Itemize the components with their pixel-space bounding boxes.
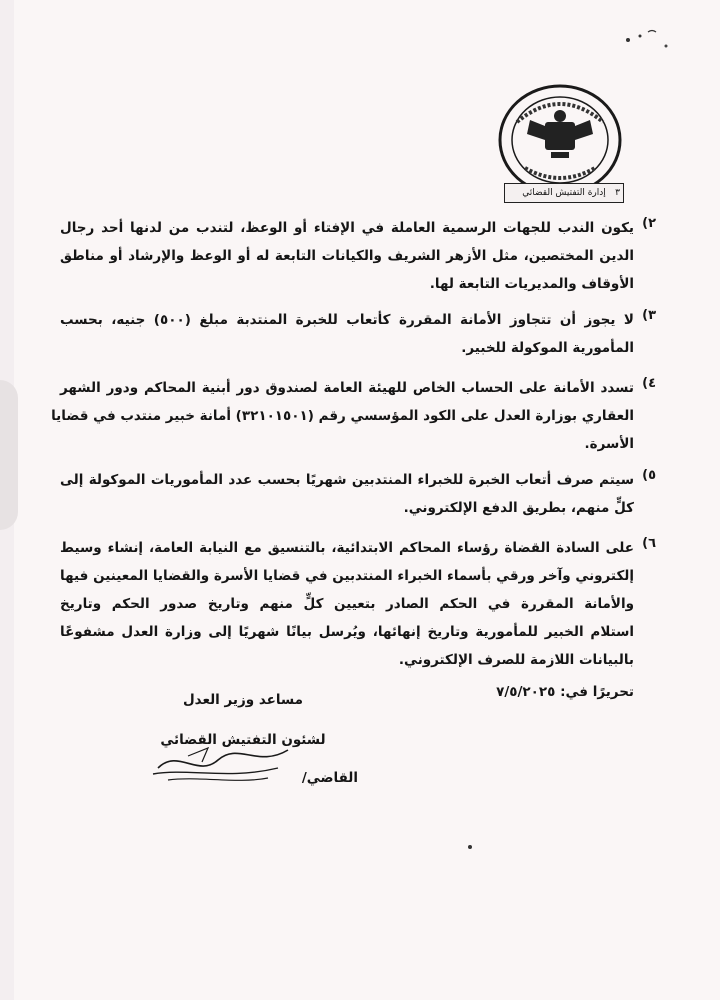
corner-marks	[618, 26, 688, 56]
item-line: سيتم صرف أتعاب الخبرة للخبراء المنتدبين شهريًا بحسب عدد المأموريات الموكولة إلى	[60, 472, 634, 488]
item-line: الدين المختصين، مثل الأزهر الشريف والكيانات التابعة له أو الوعظ والإرشاد أو مناطق	[60, 248, 634, 264]
item-line: يكون الندب للجهات الرسمية العاملة في الإفتاء أو الوعظ، لتندب من لدنها أحد رجال	[60, 220, 634, 236]
department-number: ٣	[615, 188, 620, 198]
item-line: إلكتروني وآخر ورقي بأسماء الخبراء المنتدبين في قضايا الأسرة والقضايا المعينين فيها	[60, 568, 634, 584]
decree-item	[60, 534, 656, 674]
item-line: المأمورية الموكولة للخبير.	[461, 340, 634, 356]
department-name: إدارة التفتيش القضائي	[522, 188, 606, 198]
speck	[468, 845, 472, 849]
item-line: كلٍّ منهم، بطريق الدفع الإلكتروني.	[403, 500, 634, 516]
decree-item	[51, 374, 656, 458]
item-number: ٥)	[642, 468, 656, 483]
item-line: الأسرة.	[584, 436, 634, 452]
issue-date: تحريرًا في: ٧/٥/٢٠٢٥	[496, 684, 634, 700]
item-line: بالبيانات اللازمة للصرف الإلكتروني.	[398, 652, 634, 668]
signatory-title: مساعد وزير العدل	[182, 692, 304, 708]
handwritten-signature	[128, 738, 308, 788]
item-line: العقاري بوزارة العدل على الكود المؤسسي رقم (٣٢١٠١٥٠١) أمانة خبير منتدب في قضايا	[51, 408, 634, 424]
item-line: استلام الخبير للمأمورية وتاريخ إنهائها، ويُرسل بيانًا شهريًا إلى وزارة العدل مشفوعًا	[60, 624, 634, 640]
item-line: لا يجوز أن تتجاوز الأمانة المقررة كأتعاب للخبرة المنتدبة مبلغ (٥٠٠) جنيه، بحسب	[60, 312, 634, 328]
item-number: ٦)	[642, 536, 656, 551]
item-number: ٤)	[642, 376, 656, 391]
signatory-name: القاضي/	[301, 770, 358, 786]
item-line: الأوقاف والمديريات التابعة لها.	[429, 276, 634, 292]
scroll-edge-handle[interactable]	[0, 380, 18, 530]
ministry-seal-logo	[495, 82, 625, 198]
item-number: ٣)	[642, 308, 656, 323]
decree-item	[60, 466, 656, 522]
item-line: والأمانة المقررة في الحكم الصادر بتعيين كلٍّ منهم وتاريخ صدور الحكم وتاريخ	[60, 596, 634, 612]
decree-item	[60, 214, 656, 298]
decree-item	[60, 306, 656, 362]
signatory-department: لشئون التفتيش القضائي	[160, 732, 326, 748]
department-label	[504, 183, 624, 203]
item-line: تسدد الأمانة على الحساب الخاص للهيئة العامة لصندوق دور أبنية المحاكم ودور الشهر	[60, 380, 634, 396]
item-line: على السادة القضاة رؤساء المحاكم الابتدائية، بالتنسيق مع النيابة العامة، إنشاء وسيط	[60, 540, 634, 556]
item-number: ٢)	[642, 216, 656, 231]
